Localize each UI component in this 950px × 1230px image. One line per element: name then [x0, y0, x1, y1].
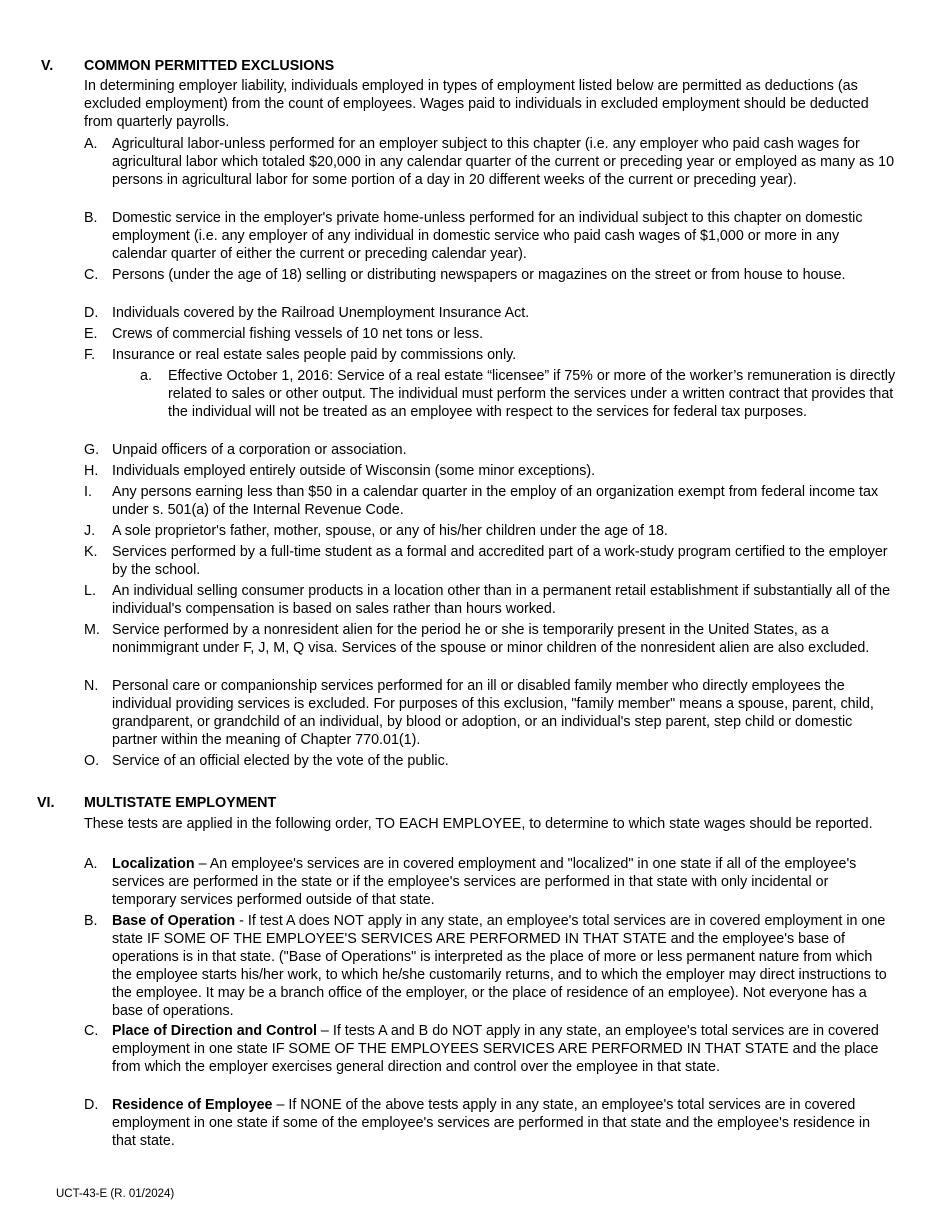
item-text: Domestic service in the employer's private home-unless performed for an individual subject to this chapter on domestic employment (i.e. any employer of any individual in domestic service who paid cash wages of $1,000 or more in any calendar quarter of either the current or preceding calendar year). [112, 210, 863, 262]
item-letter: L. [84, 583, 96, 599]
item-text: A sole proprietor's father, mother, spouse, or any of his/her children under the age of 18. [112, 523, 668, 539]
list-item [84, 484, 896, 520]
list-item [84, 678, 896, 750]
section-title: MULTISTATE EMPLOYMENT [84, 795, 277, 811]
section-number: VI. [37, 795, 55, 811]
list-item [84, 523, 896, 541]
item-text: Individuals employed entirely outside of Wisconsin (some minor exceptions). [112, 463, 596, 479]
item-letter: J. [84, 523, 96, 539]
item-text: Service performed by a nonresident alien for the period he or she is temporarily present in the United States, as a nonimmigrant under F, J, M, Q visa. Services of the spouse or minor children of the nonresident alien are also excluded. [112, 622, 870, 656]
item-letter: I. [84, 484, 92, 500]
item-letter: E. [84, 326, 98, 342]
item-text [112, 913, 896, 1020]
item-letter: A. [84, 136, 98, 152]
item-letter: F. [84, 347, 96, 363]
item-letter: N. [84, 678, 99, 694]
list-item [84, 442, 896, 460]
sub-list-item [140, 368, 896, 422]
section-number: V. [41, 58, 54, 74]
item-text [112, 856, 896, 910]
item-letter: M. [84, 622, 100, 638]
item-text: Persons (under the age of 18) selling or distributing newspapers or magazines on the street or from house to house. [112, 267, 846, 283]
item-letter: A. [84, 856, 98, 872]
item-text: Effective October 1, 2016: Service of a real estate “licensee” if 75% or more of the worker’s remuneration is directly related to sales or other output. The individual must perform the services under a written contract that provides that the individual will not be treated as an employee with respect to the services for federal tax purposes. [168, 368, 896, 420]
item-text: Any persons earning less than $50 in a calendar quarter in the employ of an organization exempt from federal income tax under s. 501(a) of the Internal Revenue Code. [112, 484, 879, 518]
list-item [84, 753, 896, 771]
item-text [112, 1023, 896, 1077]
item-text: Service of an official elected by the vote of the public. [112, 753, 449, 769]
list-item [84, 136, 896, 190]
list-item [84, 347, 896, 365]
list-item [84, 544, 896, 580]
item-letter: B. [84, 913, 98, 929]
list-item [84, 1097, 896, 1151]
item-term: Place of Direction and Control [112, 1023, 317, 1039]
item-letter: G. [84, 442, 100, 458]
item-text: Personal care or companionship services performed for an ill or disabled family member who directly employees the individual providing services is excluded. For purposes of this exclusion, "family member" means a spouse, parent, child, grandparent, or grandchild of an individual, by blood or adoption, or an individual's step parent, step child or domestic partner within the meaning of Chapter 770.01(1). [112, 678, 874, 748]
item-text [112, 1097, 896, 1151]
item-letter: H. [84, 463, 99, 479]
item-body: – An employee's services are in covered employment and "localized" in one state if all of the employee's services are performed in the state or if the employee's services are performed in that state with only incidental or temporary services performed outside of that state. [112, 856, 857, 908]
list-item [84, 267, 896, 285]
item-letter: C. [84, 1023, 99, 1039]
list-item [84, 463, 896, 481]
item-text: An individual selling consumer products in a location other than in a permanent retail establishment if substantially all of the individual's compensation is based on sales rather than hours worked. [112, 583, 891, 617]
item-text: Insurance or real estate sales people paid by commissions only. [112, 347, 517, 363]
list-item [84, 210, 896, 264]
item-text: Unpaid officers of a corporation or association. [112, 442, 407, 458]
section-intro: These tests are applied in the following order, TO EACH EMPLOYEE, to determine to which state wages should be reported. [84, 816, 873, 832]
form-id-footer: UCT-43-E (R. 01/2024) [56, 1188, 175, 1200]
list-item [84, 856, 896, 910]
item-term: Base of Operation [112, 913, 236, 929]
section-intro: In determining employer liability, individuals employed in types of employment listed below are permitted as deductions (as excluded employment) from the count of employees. Wages paid to individuals in excluded employment should be deducted from quarterly payrolls. [84, 78, 869, 130]
item-letter: D. [84, 305, 99, 321]
list-item [84, 326, 896, 344]
item-text: Services performed by a full-time student as a formal and accredited part of a work-study program certified to the employer by the school. [112, 544, 888, 578]
item-letter: K. [84, 544, 98, 560]
item-text: Individuals covered by the Railroad Unemployment Insurance Act. [112, 305, 530, 321]
list-item [84, 622, 896, 658]
item-term: Localization [112, 856, 195, 872]
item-body: - If test A does NOT apply in any state, an employee's total services are in covered employment in one state IF SOME OF THE EMPLOYEE'S SERVICES ARE PERFORMED IN THAT STATE and the employee's base of operations is in that state. ("Base of Operations" is interpreted as the place of more or less permanent nature from which the employee starts his/her work, to which he/she customarily returns, and to which the employer may direct instructions to the employee. It may be a branch office of the employer, or the place of residence of an employee). Not everyone has a base of operations. [112, 913, 887, 1019]
item-letter: C. [84, 267, 99, 283]
section-title: COMMON PERMITTED EXCLUSIONS [84, 58, 335, 74]
list-item [84, 583, 896, 619]
item-body: – If tests A and B do NOT apply in any state, an employee's total services are in covered employment in one state IF SOME OF THE EMPLOYEES SERVICES ARE PERFORMED IN THAT STATE and the place from which the employer exercises general direction and control over the employee in that state. [112, 1023, 879, 1075]
list-item [84, 305, 896, 323]
item-letter: D. [84, 1097, 99, 1113]
list-item [84, 1023, 896, 1077]
item-text: Agricultural labor-unless performed for an employer subject to this chapter (i.e. any employer who paid cash wages for agricultural labor which totaled $20,000 in any calendar quarter of the current or preceding year or employed as many as 10 persons in agricultural labor for some portion of a day in 20 different weeks of the current or preceding year). [112, 136, 895, 188]
item-term: Residence of Employee [112, 1097, 273, 1113]
item-letter: O. [84, 753, 100, 769]
list-item [84, 913, 896, 1020]
item-letter: B. [84, 210, 98, 226]
item-body: – If NONE of the above tests apply in any state, an employee's total services are in covered employment in one state if some of the employee's services are performed in that state and the employee's residence in that state. [112, 1097, 871, 1149]
item-letter: a. [140, 368, 152, 384]
item-text: Crews of commercial fishing vessels of 10 net tons or less. [112, 326, 484, 342]
